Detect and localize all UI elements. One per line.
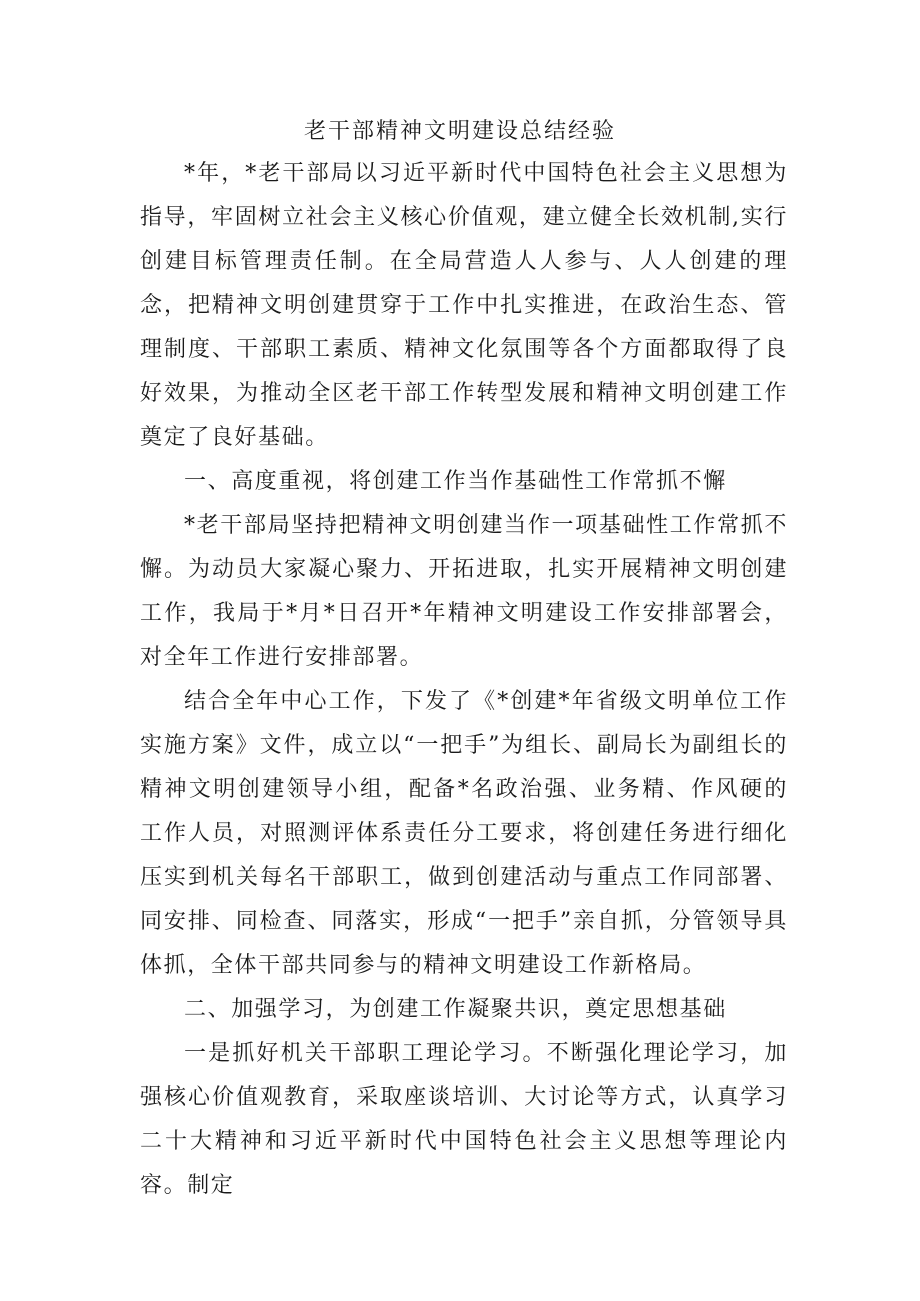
paragraph-section1-b: 结合全年中心工作，下发了《*创建*年省级文明单位工作实施方案》文件，成立以“一把手”为组长、副局长为副组长的精神文明创建领导小组，配备*名政治强、业务精、作风硬的工作人员，对照测评体系责任分工要求，将创建任务进行细化压实到机关每名干部职工，做到创建活动与重点工作同部署、同安排、同检查、同落实，形成“一把手”亲自抓，分管领导具体抓，全体干部共同参与的精神文明建设工作新格局。	[140, 689, 788, 978]
paragraph-section2-a: 一是抓好机关干部职工理论学习。不断强化理论学习，加强核心价值观教育，采取座谈培训、大讨论等方式，认真学习二十大精神和习近平新时代中国特色社会主义思想等理论内容。制定	[140, 1041, 788, 1198]
section-heading-1: 一、高度重视，将创建工作当作基础性工作常抓不懈	[184, 469, 727, 494]
document-title: 老干部精神文明建设总结经验	[303, 119, 616, 144]
document-body	[140, 152, 788, 1208]
paragraph-section1-a: *老干部局坚持把精神文明创建当作一项基础性工作常抓不懈。为动员大家凝心聚力、开拓进取，扎实开展精神文明创建工作，我局于*月*日召开*年精神文明建设工作安排部署会，对全年工作进行安排部署。	[140, 513, 788, 670]
section-heading-2: 二、加强学习，为创建工作凝聚共识，奠定思想基础	[184, 997, 727, 1022]
paragraph-intro: *年，*老干部局以习近平新时代中国特色社会主义思想为指导，牢固树立社会主义核心价值观，建立健全长效机制,实行创建目标管理责任制。在全局营造人人参与、人人创建的理念，把精神文明创建贯穿于工作中扎实推进，在政治生态、管理制度、干部职工素质、精神文化氛围等各个方面都取得了良好效果，为推动全区老干部工作转型发展和精神文明创建工作奠定了良好基础。	[140, 161, 788, 450]
